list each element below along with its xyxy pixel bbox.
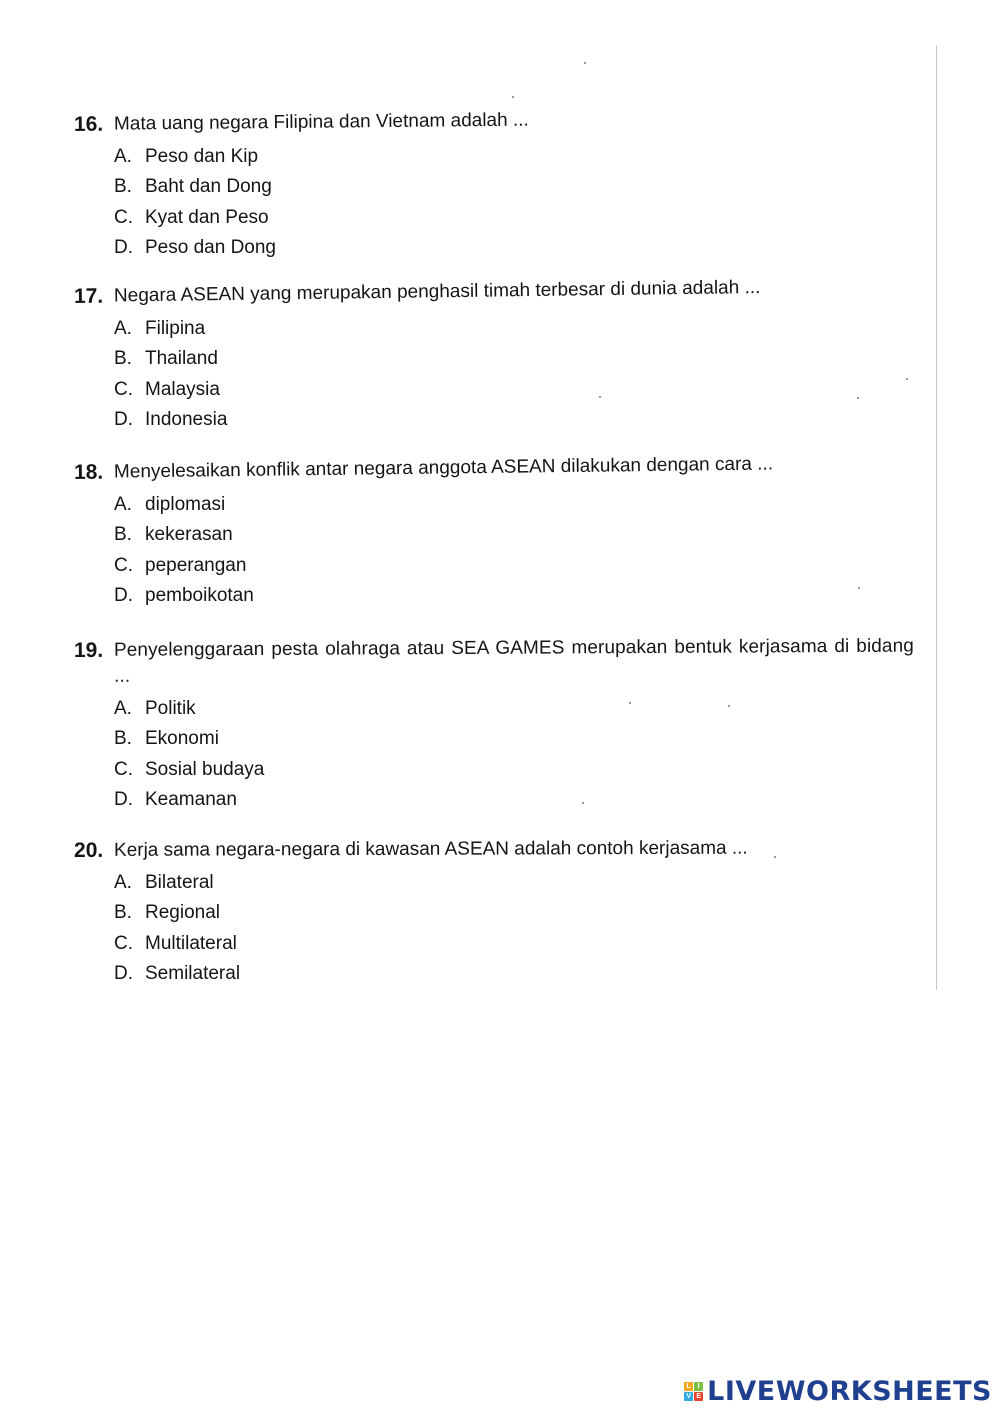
option-b[interactable] — [114, 344, 914, 374]
question-number: 18. — [73, 460, 104, 484]
question-text: Kerja sama negara-negara di kawasan ASEAN adalah contoh kerjasama ... — [113, 837, 748, 861]
option-a[interactable] — [114, 868, 914, 898]
option-text: Politik — [145, 698, 196, 719]
question-stem — [74, 835, 914, 864]
option-b[interactable] — [114, 724, 914, 754]
question-text: Mata uang negara Filipina dan Vietnam adalah ... — [113, 109, 529, 135]
option-text: diplomasi — [145, 494, 226, 515]
option-text: Malaysia — [145, 378, 220, 400]
option-letter: B. — [114, 728, 132, 750]
option-d[interactable] — [114, 785, 914, 815]
answer-options — [114, 694, 914, 815]
option-text: Baht dan Dong — [145, 176, 272, 198]
question-19 — [73, 635, 914, 815]
option-d[interactable] — [114, 581, 914, 611]
option-letter: C. — [114, 206, 133, 228]
option-c[interactable] — [114, 203, 914, 233]
option-c[interactable] — [114, 755, 914, 785]
option-letter: C. — [114, 758, 133, 780]
option-letter: B. — [114, 524, 132, 546]
option-letter: C. — [114, 378, 133, 400]
option-a[interactable] — [114, 142, 914, 172]
option-b[interactable] — [114, 898, 914, 928]
logo-tile: I — [694, 1382, 703, 1391]
question-stem — [74, 104, 914, 138]
option-letter: A. — [114, 318, 132, 339]
question-18 — [73, 453, 914, 611]
logo-tile: V — [684, 1392, 693, 1401]
option-text: Ekonomi — [145, 728, 219, 750]
question-stem — [74, 634, 914, 690]
option-letter: A. — [114, 698, 132, 719]
question-16 — [73, 109, 914, 263]
option-letter: D. — [114, 408, 133, 430]
option-letter: A. — [114, 494, 132, 515]
option-text: Indonesia — [145, 408, 228, 430]
option-letter: A. — [114, 146, 132, 167]
option-d[interactable] — [114, 233, 914, 263]
option-letter: D. — [114, 584, 133, 606]
watermark-text: LIVEWORKSHEETS — [707, 1376, 992, 1407]
question-number: 20. — [73, 838, 104, 862]
option-text: Regional — [145, 902, 220, 924]
scan-edge-line — [936, 45, 937, 990]
option-a[interactable] — [114, 314, 914, 344]
option-text: kekerasan — [145, 524, 233, 546]
scan-speck — [774, 856, 776, 858]
option-c[interactable] — [114, 929, 914, 959]
question-text: Menyelesaikan konflik antar negara anggota ASEAN dilakukan dengan cara ... — [113, 453, 774, 483]
option-letter: B. — [114, 902, 132, 924]
option-letter: D. — [114, 962, 133, 984]
option-b[interactable] — [114, 520, 914, 550]
scan-speck — [858, 587, 860, 589]
scan-speck — [582, 802, 584, 804]
option-text: Sosial budaya — [145, 758, 265, 780]
answer-options — [114, 490, 914, 611]
answer-options — [114, 868, 914, 989]
option-text: Thailand — [145, 348, 218, 370]
option-letter: B. — [114, 348, 132, 370]
option-letter: D. — [114, 236, 133, 258]
question-number: 16. — [73, 112, 104, 136]
option-b[interactable] — [114, 172, 914, 202]
question-20 — [74, 838, 914, 989]
option-a[interactable] — [114, 694, 914, 724]
option-c[interactable] — [114, 375, 914, 405]
option-letter: C. — [114, 932, 133, 954]
option-text: Peso dan Kip — [145, 146, 259, 167]
question-17 — [73, 277, 914, 435]
scan-speck — [512, 96, 514, 98]
option-text: Keamanan — [145, 788, 237, 810]
logo-tile: E — [694, 1392, 703, 1401]
option-d[interactable] — [114, 405, 914, 435]
answer-options — [114, 314, 914, 435]
option-letter: C. — [114, 554, 133, 576]
option-text: peperangan — [145, 554, 247, 576]
question-number: 17. — [73, 284, 104, 308]
question-number: 19. — [73, 638, 104, 662]
option-a[interactable] — [114, 490, 914, 520]
scan-speck — [629, 702, 631, 704]
question-stem — [74, 273, 914, 310]
question-text: Negara ASEAN yang merupakan penghasil timah terbesar di dunia adalah ... — [113, 277, 761, 307]
option-text: Semilateral — [145, 962, 241, 984]
option-text: pemboikotan — [145, 584, 254, 606]
option-text: Kyat dan Peso — [145, 206, 269, 228]
scan-speck — [906, 378, 908, 380]
liveworksheets-logo-icon — [684, 1382, 703, 1401]
option-letter: A. — [114, 872, 132, 893]
logo-tile: L — [684, 1382, 693, 1391]
question-text: Penyelenggaraan pesta olahraga atau SEA GAMES merupakan bentuk kerjasama di bidang ... — [113, 635, 914, 687]
scan-speck — [857, 397, 859, 399]
option-text: Bilateral — [145, 872, 214, 893]
option-d[interactable] — [114, 959, 914, 989]
option-letter: B. — [114, 176, 132, 198]
question-stem — [74, 450, 914, 486]
option-text: Peso dan Dong — [145, 236, 276, 258]
liveworksheets-watermark — [684, 1376, 992, 1407]
option-text: Filipina — [145, 318, 206, 339]
scan-speck — [584, 62, 586, 64]
option-c[interactable] — [114, 551, 914, 581]
answer-options — [114, 142, 914, 263]
scan-speck — [728, 705, 730, 707]
scan-speck — [599, 396, 601, 398]
option-letter: D. — [114, 788, 133, 810]
option-text: Multilateral — [145, 932, 237, 954]
